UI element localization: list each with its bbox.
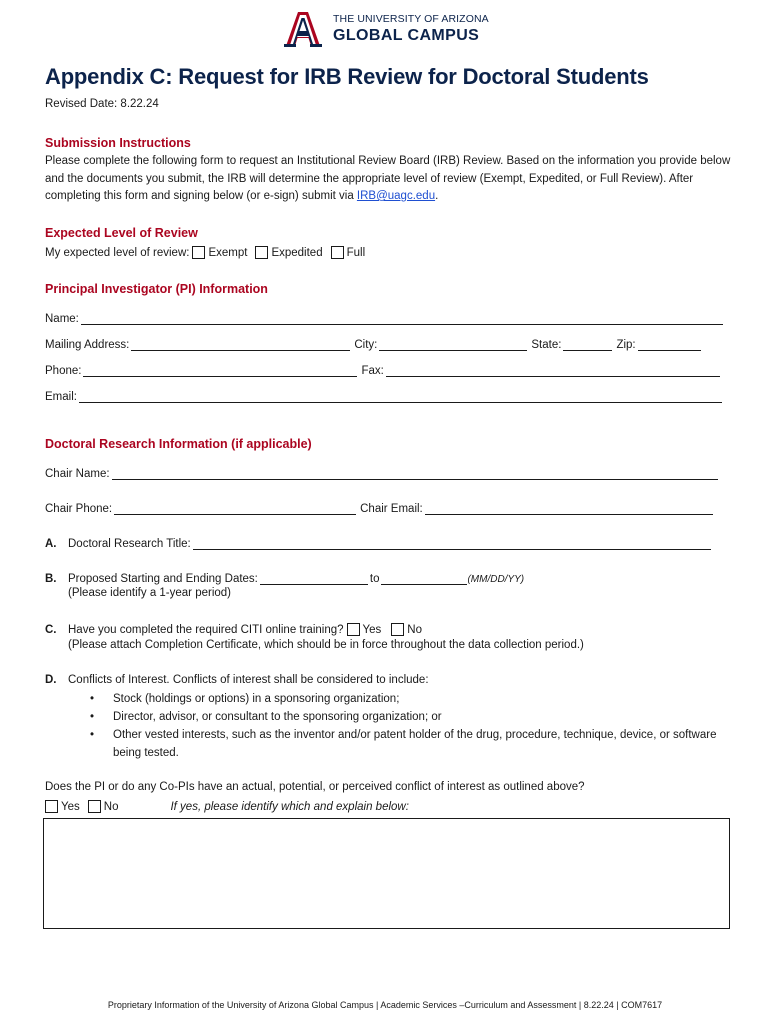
bullet-icon: •: [90, 693, 95, 705]
citi-question: Have you completed the required CITI online training?: [68, 624, 344, 636]
exempt-checkbox[interactable]: [192, 246, 205, 259]
full-label: Full: [346, 247, 366, 259]
conflict-bullet-list: [90, 690, 740, 762]
mailing-address-label: Mailing Address:: [45, 339, 130, 351]
citi-yes-checkbox[interactable]: [347, 623, 360, 636]
email-label: Email:: [45, 391, 77, 403]
bullet-text: Director, advisor, or consultant to the sponsoring organization; or: [113, 711, 442, 723]
review-level-prompt: My expected level of review:: [45, 247, 190, 259]
list-item: [90, 708, 740, 726]
citi-no-checkbox[interactable]: [391, 623, 404, 636]
bullet-text: Other vested interests, such as the inventor and/or patent holder of the drug, procedure, technique, device, or software being tested.: [113, 729, 717, 759]
research-title-field[interactable]: [193, 536, 711, 550]
citi-yes-label: Yes: [362, 624, 382, 636]
conflict-answer-row: [42, 797, 409, 813]
logo-campus-name: GLOBAL CAMPUS: [333, 26, 480, 44]
phone-field[interactable]: [83, 363, 357, 377]
chair-name-row: [45, 464, 718, 480]
bullet-icon: •: [90, 711, 95, 723]
list-item: [90, 690, 740, 708]
email-field[interactable]: [79, 389, 722, 403]
citi-no-label: No: [407, 624, 422, 636]
conflict-yes-label: Yes: [61, 801, 80, 813]
logo-university-name: THE UNIVERSITY OF ARIZONA: [333, 13, 489, 26]
chair-email-label: Chair Email:: [360, 503, 423, 515]
chair-phone-field[interactable]: [114, 501, 356, 515]
bullet-icon: •: [90, 729, 95, 741]
item-b-row: [45, 569, 524, 585]
chair-name-field[interactable]: [112, 466, 718, 480]
item-b-letter: B.: [45, 573, 57, 585]
conflict-no-label: No: [103, 801, 119, 813]
conflict-explanation-textarea[interactable]: [43, 818, 730, 929]
date-format-hint: (MM/DD/YY): [467, 574, 525, 585]
conflicts-intro: Conflicts of Interest. Conflicts of interest shall be considered to include:: [68, 674, 429, 686]
chair-email-field[interactable]: [425, 501, 713, 515]
list-item: [90, 726, 740, 762]
chair-phone-label: Chair Phone:: [45, 503, 113, 515]
submission-instructions: [45, 153, 745, 206]
mailing-address-field[interactable]: [131, 337, 350, 351]
zip-label: Zip:: [616, 339, 636, 351]
dates-label: Proposed Starting and Ending Dates:: [68, 573, 258, 585]
pi-name-label: Name:: [45, 313, 79, 325]
research-title-label: Doctoral Research Title:: [68, 538, 191, 550]
conflict-question: Does the PI or do any Co-PIs have an actual, potential, or perceived conflict of interest as outlined above?: [45, 781, 585, 793]
block-a-logo-icon: [283, 10, 323, 48]
page-title: Appendix C: Request for IRB Review for Doctoral Students: [45, 64, 649, 89]
conflict-no-checkbox[interactable]: [88, 800, 101, 813]
expedited-checkbox[interactable]: [255, 246, 268, 259]
chair-name-label: Chair Name:: [45, 468, 110, 480]
revised-date: Revised Date: 8.22.24: [45, 98, 159, 110]
exempt-label: Exempt: [208, 247, 248, 259]
pi-phone-row: [45, 361, 720, 377]
item-a-letter: A.: [45, 538, 57, 550]
pi-email-row: [45, 387, 722, 403]
submission-text: Please complete the following form to request an Institutional Review Board (IRB) Review. Based on the information you provide below and the documents you submit, the IRB will determine the appropriate level of review (Exempt, Expedited, or Full Review). After completing this form and signing below (or e-sign) submit via: [45, 155, 731, 202]
city-label: City:: [354, 339, 378, 351]
submission-text-end: .: [435, 190, 439, 202]
pi-name-row: [45, 309, 723, 325]
bullet-text: Stock (holdings or options) in a sponsoring organization;: [113, 693, 400, 705]
item-c-row: [45, 620, 422, 636]
pi-info-heading: Principal Investigator (PI) Information: [45, 282, 268, 296]
item-c-letter: C.: [45, 624, 57, 636]
dates-note: (Please identify a 1-year period): [68, 587, 231, 599]
zip-field[interactable]: [638, 337, 701, 351]
item-d-letter: D.: [45, 674, 57, 686]
page-footer: Proprietary Information of the University of Arizona Global Campus | Academic Services –Curriculum and Assessment | 8.22.24 | COM7617: [107, 1000, 663, 1010]
conflict-instruction: If yes, please identify which and explain below:: [170, 801, 409, 813]
city-field[interactable]: [379, 337, 527, 351]
start-date-field[interactable]: [260, 571, 368, 585]
university-logo: [283, 10, 489, 48]
irb-email-link[interactable]: IRB@uagc.edu: [356, 190, 436, 202]
review-level-heading: Expected Level of Review: [45, 226, 198, 240]
pi-name-field[interactable]: [81, 311, 723, 325]
phone-label: Phone:: [45, 365, 82, 377]
expedited-label: Expedited: [271, 247, 323, 259]
review-level-row: [45, 243, 365, 259]
submission-heading: Submission Instructions: [45, 136, 191, 150]
chair-contact-row: [45, 499, 713, 515]
end-date-field[interactable]: [381, 571, 467, 585]
fax-field[interactable]: [386, 363, 720, 377]
pi-address-row: [45, 335, 701, 351]
state-field[interactable]: [563, 337, 612, 351]
citi-note: (Please attach Completion Certificate, which should be in force throughout the data collection period.): [68, 639, 584, 651]
item-a-row: [45, 534, 711, 550]
dates-to-label: to: [369, 573, 380, 585]
doctoral-heading: Doctoral Research Information (if applicable): [45, 437, 312, 451]
fax-label: Fax:: [361, 365, 384, 377]
conflict-yes-checkbox[interactable]: [45, 800, 58, 813]
full-checkbox[interactable]: [331, 246, 344, 259]
state-label: State:: [531, 339, 562, 351]
